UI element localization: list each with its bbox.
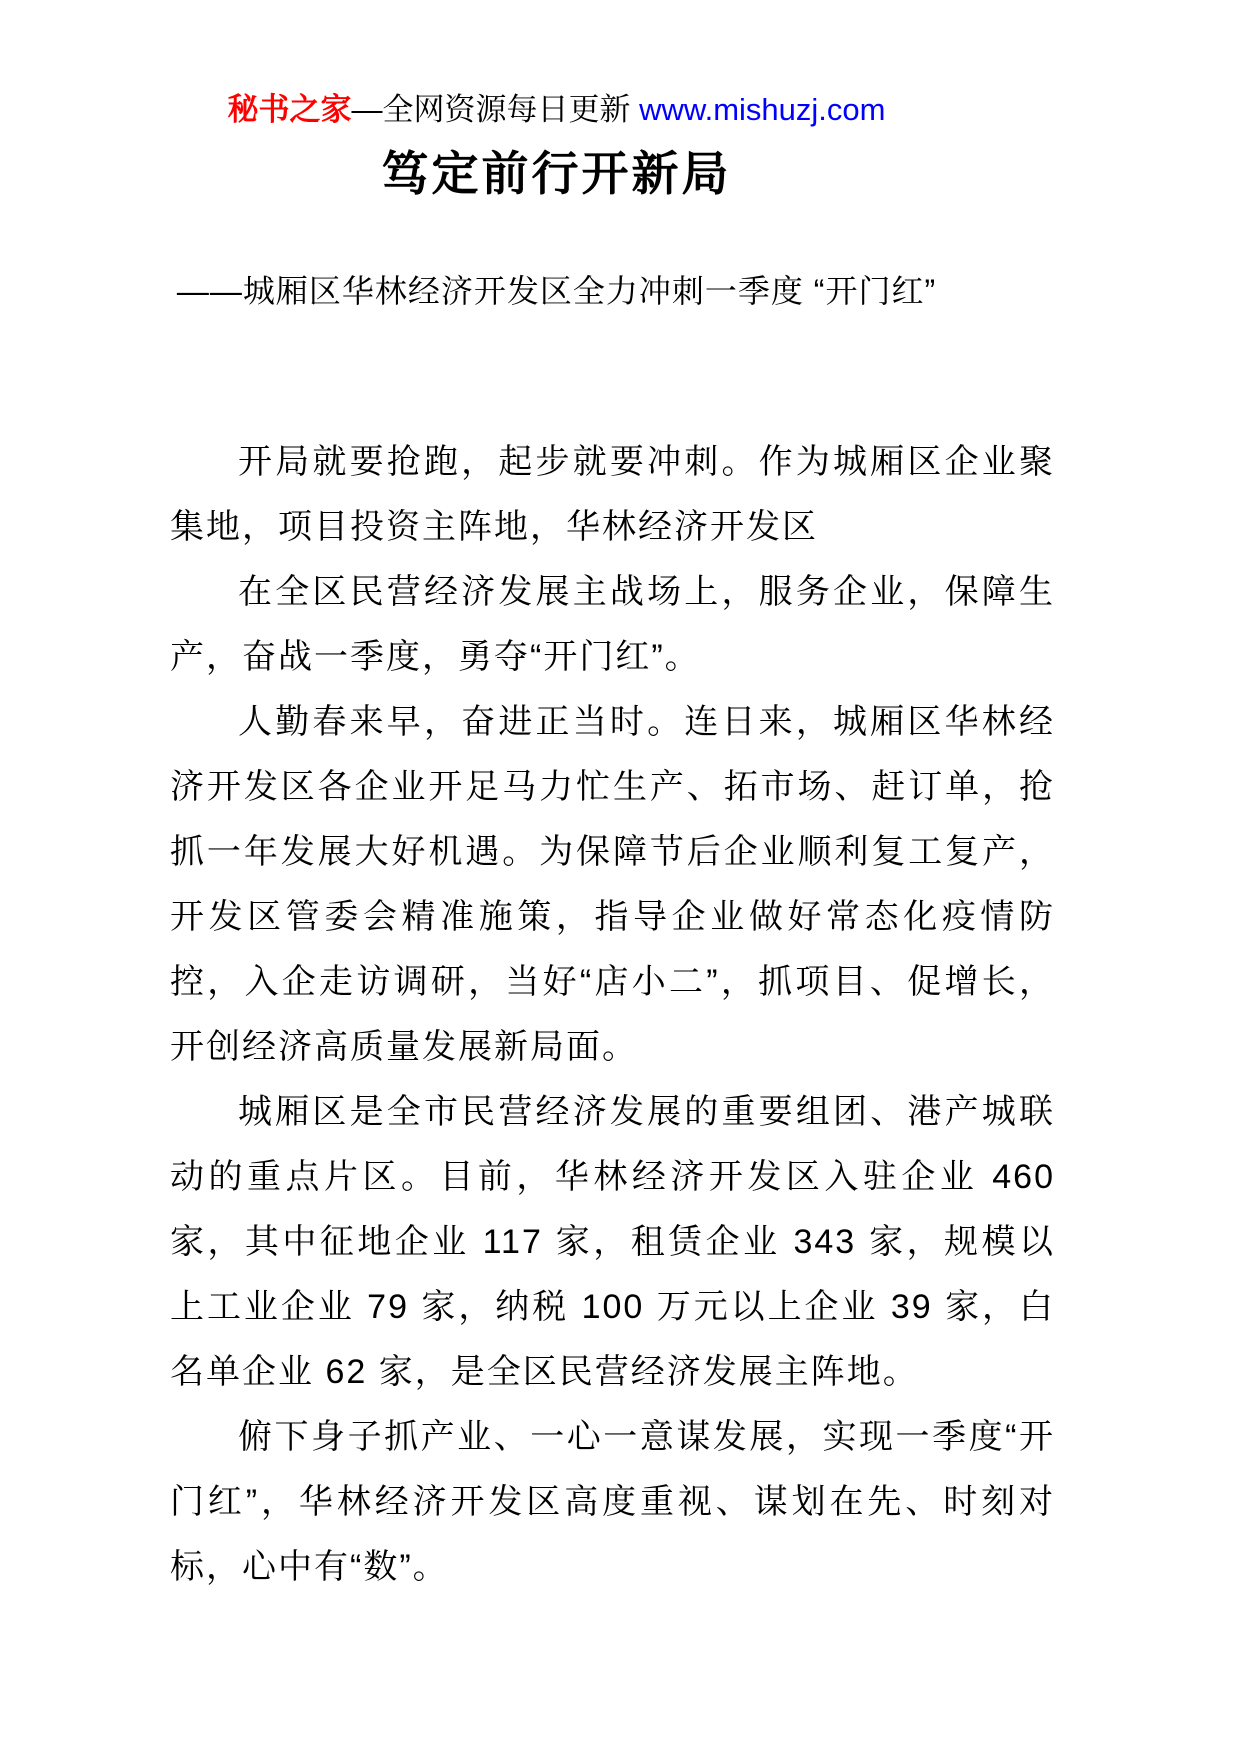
site-tagline: —全网资源每日更新: [351, 92, 640, 127]
document-body: [170, 430, 1055, 1600]
site-header: [170, 92, 943, 128]
document-title: 笃定前行开新局: [381, 147, 732, 200]
body-paragraph-5: 俯下身子抓产业、一心一意谋发展，实现一季度“开门红”，华林经济开发区高度重视、谋划在先、时刻对标，心中有“数”。: [170, 1418, 1055, 1586]
body-paragraph-2: 在全区民营经济发展主战场上，服务企业，保障生产，奋战一季度，勇夺“开门红”。: [170, 573, 1055, 676]
body-paragraph-1: 开局就要抢跑，起步就要冲刺。作为城厢区企业聚集地，项目投资主阵地，华林经济开发区: [170, 443, 1055, 546]
site-url-link[interactable]: www.mishuzj.com: [639, 92, 886, 127]
heading-block: [170, 92, 943, 310]
document-subtitle: ——城厢区华林经济开发区全力冲刺一季度 “开门红”: [176, 273, 937, 309]
site-brand: 秘书之家: [227, 92, 352, 127]
body-paragraph-4: 城厢区是全市民营经济发展的重要组团、港产城联动的重点片区。目前，华林经济开发区入驻企业 460 家，其中征地企业 117 家，租赁企业 343 家，规模以上工业企业 79 家，纳税 100 万元以上企业 39 家，白名单企业 62 家，是全区民营经济发展主阵地。: [170, 1093, 1055, 1391]
body-paragraph-3: 人勤春来早，奋进正当时。连日来，城厢区华林经济开发区各企业开足马力忙生产、拓市场、赶订单，抢抓一年发展大好机遇。为保障节后企业顺利复工复产，开发区管委会精准施策，指导企业做好常态化疫情防控，入企走访调研，当好“店小二”，抓项目、促增长，开创经济高质量发展新局面。: [170, 703, 1055, 1066]
